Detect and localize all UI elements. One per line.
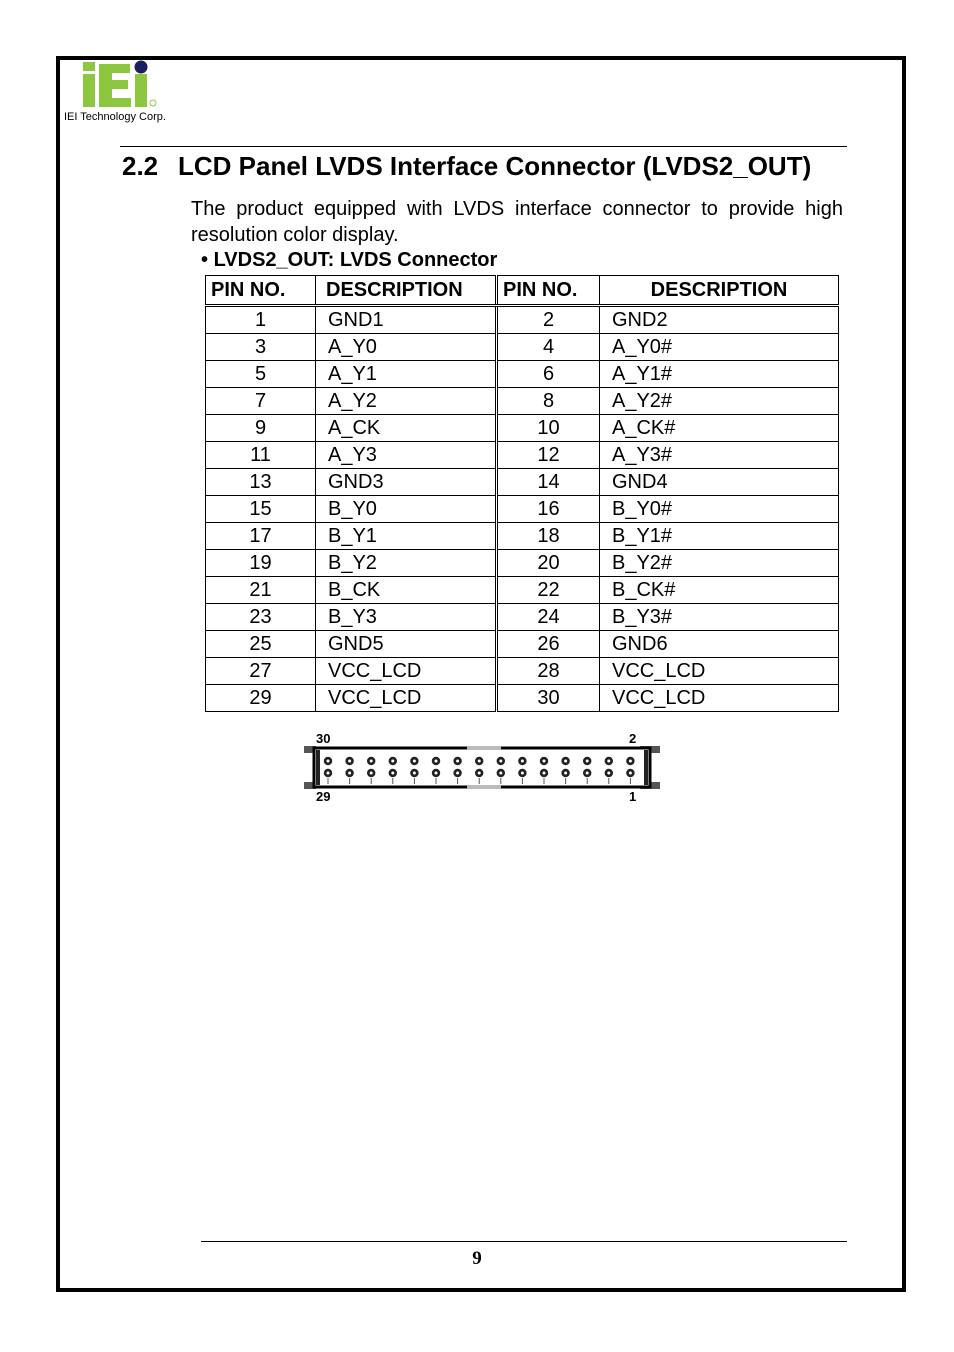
pin-number-cell: 3 bbox=[206, 334, 316, 361]
connector-pin-hole bbox=[607, 772, 610, 775]
pin-number-cell: 13 bbox=[206, 469, 316, 496]
table-row bbox=[206, 388, 839, 415]
pin-number-cell: 15 bbox=[206, 496, 316, 523]
pin-description-cell: VCC_LCD bbox=[600, 685, 839, 712]
pin-number-cell: 6 bbox=[497, 361, 600, 388]
pin-number-cell: 4 bbox=[497, 334, 600, 361]
pin-number-cell: 28 bbox=[497, 658, 600, 685]
connector-pin-hole bbox=[629, 760, 632, 763]
bullet-icon: • bbox=[201, 249, 209, 271]
footer-rule bbox=[201, 1241, 847, 1242]
connector-label-29: 29 bbox=[316, 789, 331, 804]
header-description-2: DESCRIPTION bbox=[600, 276, 839, 306]
connector-pin-hole bbox=[435, 772, 438, 775]
connector-pin-hole bbox=[348, 772, 351, 775]
connector-pin-hole bbox=[543, 772, 546, 775]
connector-pin-hole bbox=[435, 760, 438, 763]
header-pin-no: PIN NO. bbox=[206, 276, 316, 306]
pin-description-cell: A_CK bbox=[316, 415, 497, 442]
pin-description-cell: B_Y0 bbox=[316, 496, 497, 523]
table-row bbox=[206, 306, 839, 334]
connector-pin-hole bbox=[607, 760, 610, 763]
pin-description-cell: B_Y2# bbox=[600, 550, 839, 577]
pin-description-cell: GND1 bbox=[316, 306, 497, 334]
pin-description-cell: GND2 bbox=[600, 306, 839, 334]
section-heading bbox=[122, 151, 811, 182]
pin-number-cell: 1 bbox=[206, 306, 316, 334]
connector-pin-hole bbox=[499, 760, 502, 763]
connector-pin-hole bbox=[370, 772, 373, 775]
pin-description-cell: A_CK# bbox=[600, 415, 839, 442]
pin-description-cell: B_Y3 bbox=[316, 604, 497, 631]
table-row bbox=[206, 469, 839, 496]
pin-description-cell: B_Y1# bbox=[600, 523, 839, 550]
connector-diagram bbox=[302, 730, 664, 808]
section-number: 2.2 bbox=[122, 151, 159, 181]
table-row bbox=[206, 550, 839, 577]
table-row bbox=[206, 334, 839, 361]
pin-description-cell: GND5 bbox=[316, 631, 497, 658]
pin-description-cell: VCC_LCD bbox=[316, 658, 497, 685]
pin-description-cell: A_Y2 bbox=[316, 388, 497, 415]
connector-pin-hole bbox=[499, 772, 502, 775]
connector-pin-hole bbox=[391, 772, 394, 775]
header-pin-no-2: PIN NO. bbox=[497, 276, 600, 306]
table-row bbox=[206, 496, 839, 523]
pin-description-cell: B_Y1 bbox=[316, 523, 497, 550]
connector-pin-hole bbox=[327, 760, 330, 763]
pin-number-cell: 23 bbox=[206, 604, 316, 631]
pin-number-cell: 25 bbox=[206, 631, 316, 658]
connector-pin-hole bbox=[327, 772, 330, 775]
pin-number-cell: 2 bbox=[497, 306, 600, 334]
connector-label-2: 2 bbox=[629, 731, 637, 746]
pin-description-cell: A_Y1# bbox=[600, 361, 839, 388]
connector-label-30: 30 bbox=[316, 731, 331, 746]
pin-description-cell: GND4 bbox=[600, 469, 839, 496]
pin-number-cell: 10 bbox=[497, 415, 600, 442]
table-header-row bbox=[206, 276, 839, 306]
pin-description-cell: B_CK# bbox=[600, 577, 839, 604]
connector-drawing bbox=[302, 730, 664, 808]
pin-description-cell: B_CK bbox=[316, 577, 497, 604]
pin-description-cell: VCC_LCD bbox=[316, 685, 497, 712]
table-row bbox=[206, 577, 839, 604]
table-row bbox=[206, 415, 839, 442]
pin-number-cell: 16 bbox=[497, 496, 600, 523]
section-title: LCD Panel LVDS Interface Connector (LVDS2_OUT) bbox=[178, 151, 812, 181]
pin-number-cell: 21 bbox=[206, 577, 316, 604]
connector-pin-hole bbox=[413, 760, 416, 763]
table-row bbox=[206, 361, 839, 388]
table-caption bbox=[201, 249, 497, 272]
connector-pin-hole bbox=[348, 760, 351, 763]
pin-number-cell: 7 bbox=[206, 388, 316, 415]
pin-number-cell: 9 bbox=[206, 415, 316, 442]
table-row bbox=[206, 658, 839, 685]
connector-pin-hole bbox=[543, 760, 546, 763]
connector-pin-hole bbox=[586, 772, 589, 775]
pin-description-cell: A_Y3# bbox=[600, 442, 839, 469]
connector-pin-hole bbox=[629, 772, 632, 775]
pin-description-cell: A_Y0# bbox=[600, 334, 839, 361]
pin-number-cell: 5 bbox=[206, 361, 316, 388]
pin-description-cell: B_Y2 bbox=[316, 550, 497, 577]
brand-caption: IEI Technology Corp. bbox=[64, 111, 166, 123]
pin-description-cell: GND6 bbox=[600, 631, 839, 658]
connector-pin-hole bbox=[413, 772, 416, 775]
pin-description-cell: VCC_LCD bbox=[600, 658, 839, 685]
pin-description-cell: B_Y3# bbox=[600, 604, 839, 631]
pin-number-cell: 30 bbox=[497, 685, 600, 712]
table-caption-text: LVDS2_OUT: LVDS Connector bbox=[213, 249, 498, 271]
header-description: DESCRIPTION bbox=[316, 276, 497, 306]
pin-number-cell: 17 bbox=[206, 523, 316, 550]
pin-number-cell: 27 bbox=[206, 658, 316, 685]
header-rule bbox=[120, 146, 847, 147]
connector-pin-hole bbox=[370, 760, 373, 763]
connector-pin-hole bbox=[521, 772, 524, 775]
pin-table bbox=[205, 275, 839, 712]
connector-pin-hole bbox=[391, 760, 394, 763]
pin-number-cell: 19 bbox=[206, 550, 316, 577]
connector-pin-hole bbox=[521, 760, 524, 763]
connector-pin-hole bbox=[586, 760, 589, 763]
pin-number-cell: 20 bbox=[497, 550, 600, 577]
pin-number-cell: 14 bbox=[497, 469, 600, 496]
pin-description-cell: GND3 bbox=[316, 469, 497, 496]
table-row bbox=[206, 523, 839, 550]
pin-description-cell: A_Y1 bbox=[316, 361, 497, 388]
pin-description-cell: A_Y2# bbox=[600, 388, 839, 415]
pin-description-cell: A_Y3 bbox=[316, 442, 497, 469]
pin-number-cell: 18 bbox=[497, 523, 600, 550]
pin-description-cell: B_Y0# bbox=[600, 496, 839, 523]
connector-pin-hole bbox=[478, 760, 481, 763]
table-row bbox=[206, 604, 839, 631]
connector-pin-hole bbox=[456, 760, 459, 763]
connector-pin-hole bbox=[564, 760, 567, 763]
pin-number-cell: 12 bbox=[497, 442, 600, 469]
connector-pin-hole bbox=[564, 772, 567, 775]
pin-number-cell: 8 bbox=[497, 388, 600, 415]
connector-pin-hole bbox=[456, 772, 459, 775]
pin-number-cell: 24 bbox=[497, 604, 600, 631]
pin-number-cell: 29 bbox=[206, 685, 316, 712]
pin-number-cell: 11 bbox=[206, 442, 316, 469]
table-row bbox=[206, 631, 839, 658]
table-row bbox=[206, 442, 839, 469]
pin-number-cell: 26 bbox=[497, 631, 600, 658]
connector-label-1: 1 bbox=[629, 789, 637, 804]
table-row bbox=[206, 685, 839, 712]
pin-description-cell: A_Y0 bbox=[316, 334, 497, 361]
page-number: 9 bbox=[472, 1248, 482, 1269]
intro-paragraph: The product equipped with LVDS interface connector to provide high resolution color display. bbox=[191, 198, 843, 246]
pin-number-cell: 22 bbox=[497, 577, 600, 604]
connector-pin-hole bbox=[478, 772, 481, 775]
